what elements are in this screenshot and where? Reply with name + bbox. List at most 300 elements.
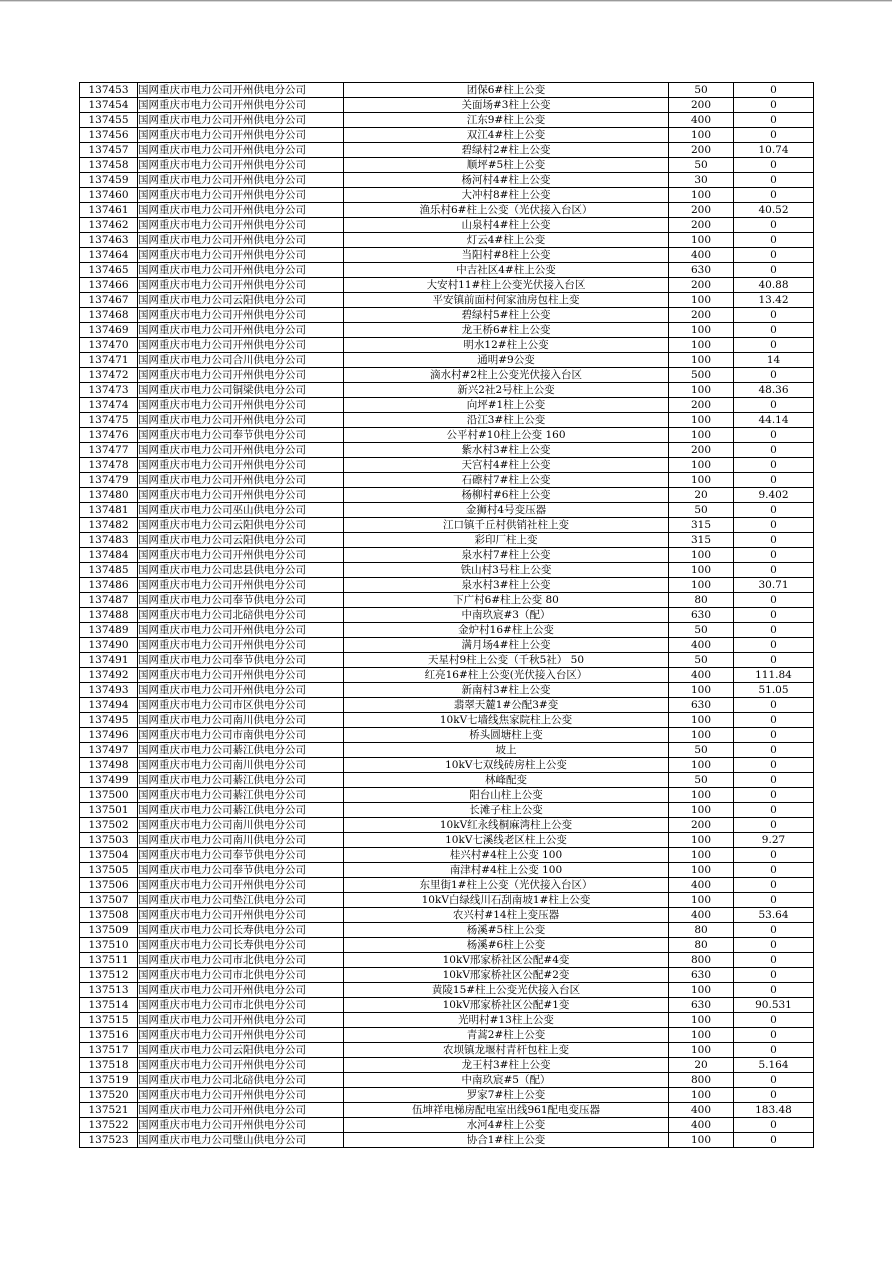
- name-cell: 明水12#柱上公变: [344, 338, 669, 353]
- table-row: [80, 353, 814, 368]
- value-cell: 0: [734, 113, 814, 128]
- id-cell: 137457: [80, 143, 138, 158]
- table-row: [80, 938, 814, 953]
- table-row: [80, 83, 814, 98]
- table-row: [80, 878, 814, 893]
- value-cell: 0: [734, 563, 814, 578]
- id-cell: 137458: [80, 158, 138, 173]
- id-cell: 137512: [80, 968, 138, 983]
- org-cell: 国网重庆市电力公司市区供电分公司: [138, 698, 344, 713]
- id-cell: 137490: [80, 638, 138, 653]
- name-cell: 桥头圆塘柱上变: [344, 728, 669, 743]
- capacity-cell: 100: [669, 863, 734, 878]
- name-cell: 南津村#4柱上公变 100: [344, 863, 669, 878]
- org-cell: 国网重庆市电力公司开州供电分公司: [138, 638, 344, 653]
- org-cell: 国网重庆市电力公司开州供电分公司: [138, 668, 344, 683]
- value-cell: 0: [734, 788, 814, 803]
- org-cell: 国网重庆市电力公司开州供电分公司: [138, 233, 344, 248]
- id-cell: 137456: [80, 128, 138, 143]
- capacity-cell: 630: [669, 968, 734, 983]
- table-row: [80, 503, 814, 518]
- org-cell: 国网重庆市电力公司开州供电分公司: [138, 203, 344, 218]
- table-row: [80, 548, 814, 563]
- org-cell: 国网重庆市电力公司綦江供电分公司: [138, 743, 344, 758]
- table-row: [80, 773, 814, 788]
- id-cell: 137479: [80, 473, 138, 488]
- table-row: [80, 173, 814, 188]
- org-cell: 国网重庆市电力公司南川供电分公司: [138, 833, 344, 848]
- value-cell: 0: [734, 1133, 814, 1148]
- id-cell: 137460: [80, 188, 138, 203]
- value-cell: 0: [734, 608, 814, 623]
- table-row: [80, 308, 814, 323]
- id-cell: 137489: [80, 623, 138, 638]
- capacity-cell: 630: [669, 998, 734, 1013]
- org-cell: 国网重庆市电力公司綦江供电分公司: [138, 788, 344, 803]
- table-row: [80, 518, 814, 533]
- org-cell: 国网重庆市电力公司市北供电分公司: [138, 998, 344, 1013]
- value-cell: 5.164: [734, 1058, 814, 1073]
- name-cell: 灯云4#柱上公变: [344, 233, 669, 248]
- table-row: [80, 1103, 814, 1118]
- id-cell: 137462: [80, 218, 138, 233]
- org-cell: 国网重庆市电力公司云阳供电分公司: [138, 533, 344, 548]
- capacity-cell: 500: [669, 368, 734, 383]
- id-cell: 137481: [80, 503, 138, 518]
- name-cell: 青蒿2#柱上公变: [344, 1028, 669, 1043]
- id-cell: 137466: [80, 278, 138, 293]
- table-row: [80, 833, 814, 848]
- table-row: [80, 983, 814, 998]
- name-cell: 碧绿村5#柱上公变: [344, 308, 669, 323]
- id-cell: 137507: [80, 893, 138, 908]
- table-row: [80, 1133, 814, 1148]
- id-cell: 137511: [80, 953, 138, 968]
- capacity-cell: 400: [669, 668, 734, 683]
- table-row: [80, 323, 814, 338]
- id-cell: 137515: [80, 1013, 138, 1028]
- org-cell: 国网重庆市电力公司巫山供电分公司: [138, 503, 344, 518]
- id-cell: 137476: [80, 428, 138, 443]
- value-cell: 30.71: [734, 578, 814, 593]
- name-cell: 杨柳村#6柱上公变: [344, 488, 669, 503]
- capacity-cell: 100: [669, 803, 734, 818]
- org-cell: 国网重庆市电力公司奉节供电分公司: [138, 428, 344, 443]
- value-cell: 0: [734, 773, 814, 788]
- org-cell: 国网重庆市电力公司奉节供电分公司: [138, 593, 344, 608]
- value-cell: 0: [734, 443, 814, 458]
- id-cell: 137509: [80, 923, 138, 938]
- capacity-cell: 200: [669, 308, 734, 323]
- name-cell: 黄陵15#柱上公变光伏接入台区: [344, 983, 669, 998]
- capacity-cell: 400: [669, 1103, 734, 1118]
- name-cell: 金炉村16#柱上公变: [344, 623, 669, 638]
- org-cell: 国网重庆市电力公司云阳供电分公司: [138, 1043, 344, 1058]
- table-row: [80, 863, 814, 878]
- name-cell: 中南玖宸#5（配）: [344, 1073, 669, 1088]
- capacity-cell: 100: [669, 578, 734, 593]
- table-row: [80, 98, 814, 113]
- capacity-cell: 100: [669, 428, 734, 443]
- value-cell: 0: [734, 368, 814, 383]
- name-cell: 10kV七溪线老区柱上公变: [344, 833, 669, 848]
- table-row: [80, 143, 814, 158]
- value-cell: 0: [734, 923, 814, 938]
- id-cell: 137463: [80, 233, 138, 248]
- capacity-cell: 100: [669, 1133, 734, 1148]
- table-row: [80, 908, 814, 923]
- table-row: [80, 1013, 814, 1028]
- capacity-cell: 80: [669, 938, 734, 953]
- table-row: [80, 998, 814, 1013]
- capacity-cell: 50: [669, 743, 734, 758]
- org-cell: 国网重庆市电力公司开州供电分公司: [138, 218, 344, 233]
- value-cell: 0: [734, 458, 814, 473]
- name-cell: 翡翠天麓1#公配3#变: [344, 698, 669, 713]
- capacity-cell: 400: [669, 908, 734, 923]
- value-cell: 0: [734, 98, 814, 113]
- capacity-cell: 100: [669, 893, 734, 908]
- org-cell: 国网重庆市电力公司开州供电分公司: [138, 908, 344, 923]
- capacity-cell: 100: [669, 383, 734, 398]
- name-cell: 金狮村4号变压器: [344, 503, 669, 518]
- page-top-rule-shadow: [0, 1, 892, 2]
- table-row: [80, 623, 814, 638]
- capacity-cell: 630: [669, 263, 734, 278]
- name-cell: 10kV邢家桥社区公配#1变: [344, 998, 669, 1013]
- table-row: [80, 848, 814, 863]
- org-cell: 国网重庆市电力公司开州供电分公司: [138, 248, 344, 263]
- capacity-cell: 400: [669, 113, 734, 128]
- id-cell: 137500: [80, 788, 138, 803]
- org-cell: 国网重庆市电力公司开州供电分公司: [138, 623, 344, 638]
- id-cell: 137521: [80, 1103, 138, 1118]
- table-row: [80, 593, 814, 608]
- org-cell: 国网重庆市电力公司开州供电分公司: [138, 578, 344, 593]
- org-cell: 国网重庆市电力公司开州供电分公司: [138, 548, 344, 563]
- table-row: [80, 383, 814, 398]
- name-cell: 林峰配变: [344, 773, 669, 788]
- id-cell: 137504: [80, 848, 138, 863]
- capacity-cell: 100: [669, 413, 734, 428]
- capacity-cell: 315: [669, 533, 734, 548]
- value-cell: 0: [734, 968, 814, 983]
- org-cell: 国网重庆市电力公司开州供电分公司: [138, 1058, 344, 1073]
- table-row: [80, 188, 814, 203]
- id-cell: 137470: [80, 338, 138, 353]
- org-cell: 国网重庆市电力公司开州供电分公司: [138, 158, 344, 173]
- capacity-cell: 50: [669, 158, 734, 173]
- value-cell: 0: [734, 848, 814, 863]
- capacity-cell: 100: [669, 983, 734, 998]
- name-cell: 杨溪#6柱上公变: [344, 938, 669, 953]
- value-cell: 0: [734, 338, 814, 353]
- capacity-cell: 100: [669, 563, 734, 578]
- capacity-cell: 315: [669, 518, 734, 533]
- id-cell: 137475: [80, 413, 138, 428]
- value-cell: 0: [734, 1013, 814, 1028]
- table-body: [80, 83, 814, 1148]
- value-cell: 0: [734, 698, 814, 713]
- value-cell: 183.48: [734, 1103, 814, 1118]
- name-cell: 10kV七墙线焦家院柱上公变: [344, 713, 669, 728]
- table-row: [80, 728, 814, 743]
- org-cell: 国网重庆市电力公司市北供电分公司: [138, 953, 344, 968]
- value-cell: 0: [734, 248, 814, 263]
- table-row: [80, 893, 814, 908]
- id-cell: 137469: [80, 323, 138, 338]
- id-cell: 137459: [80, 173, 138, 188]
- name-cell: 江口镇千丘村供销社柱上变: [344, 518, 669, 533]
- capacity-cell: 30: [669, 173, 734, 188]
- capacity-cell: 400: [669, 1118, 734, 1133]
- table-row: [80, 488, 814, 503]
- capacity-cell: 20: [669, 488, 734, 503]
- id-cell: 137501: [80, 803, 138, 818]
- name-cell: 长滩子柱上公变: [344, 803, 669, 818]
- capacity-cell: 100: [669, 788, 734, 803]
- capacity-cell: 100: [669, 233, 734, 248]
- org-cell: 国网重庆市电力公司开州供电分公司: [138, 488, 344, 503]
- capacity-cell: 100: [669, 323, 734, 338]
- id-cell: 137455: [80, 113, 138, 128]
- id-cell: 137497: [80, 743, 138, 758]
- id-cell: 137474: [80, 398, 138, 413]
- org-cell: 国网重庆市电力公司开州供电分公司: [138, 473, 344, 488]
- org-cell: 国网重庆市电力公司市北供电分公司: [138, 968, 344, 983]
- name-cell: 江东9#柱上公变: [344, 113, 669, 128]
- value-cell: 0: [734, 218, 814, 233]
- value-cell: 0: [734, 638, 814, 653]
- org-cell: 国网重庆市电力公司铜梁供电分公司: [138, 383, 344, 398]
- table-row: [80, 218, 814, 233]
- value-cell: 0: [734, 818, 814, 833]
- table-row: [80, 578, 814, 593]
- capacity-cell: 100: [669, 1013, 734, 1028]
- org-cell: 国网重庆市电力公司开州供电分公司: [138, 263, 344, 278]
- name-cell: 10kV红永线桐麻湾柱上公变: [344, 818, 669, 833]
- table-row: [80, 1118, 814, 1133]
- org-cell: 国网重庆市电力公司云阳供电分公司: [138, 293, 344, 308]
- org-cell: 国网重庆市电力公司北碚供电分公司: [138, 608, 344, 623]
- id-cell: 137473: [80, 383, 138, 398]
- org-cell: 国网重庆市电力公司奉节供电分公司: [138, 653, 344, 668]
- id-cell: 137510: [80, 938, 138, 953]
- value-cell: 40.52: [734, 203, 814, 218]
- name-cell: 伍坤祥电梯房配电室出线961配电变压器: [344, 1103, 669, 1118]
- table-row: [80, 278, 814, 293]
- capacity-cell: 50: [669, 503, 734, 518]
- value-cell: 9.27: [734, 833, 814, 848]
- id-cell: 137484: [80, 548, 138, 563]
- org-cell: 国网重庆市电力公司开州供电分公司: [138, 1088, 344, 1103]
- transformer-table: [79, 82, 814, 1148]
- capacity-cell: 100: [669, 728, 734, 743]
- capacity-cell: 80: [669, 593, 734, 608]
- name-cell: 顺坪#5柱上公变: [344, 158, 669, 173]
- name-cell: 下广村6#柱上公变 80: [344, 593, 669, 608]
- table-row: [80, 413, 814, 428]
- org-cell: 国网重庆市电力公司綦江供电分公司: [138, 803, 344, 818]
- table-row: [80, 1073, 814, 1088]
- org-cell: 国网重庆市电力公司开州供电分公司: [138, 188, 344, 203]
- id-cell: 137461: [80, 203, 138, 218]
- org-cell: 国网重庆市电力公司南川供电分公司: [138, 758, 344, 773]
- id-cell: 137522: [80, 1118, 138, 1133]
- value-cell: 0: [734, 728, 814, 743]
- name-cell: 沿江3#柱上公变: [344, 413, 669, 428]
- name-cell: 团保6#柱上公变: [344, 83, 669, 98]
- name-cell: 新南村3#柱上公变: [344, 683, 669, 698]
- capacity-cell: 200: [669, 818, 734, 833]
- value-cell: 0: [734, 188, 814, 203]
- name-cell: 中南玖宸#3（配）: [344, 608, 669, 623]
- name-cell: 泉水村3#柱上公变: [344, 578, 669, 593]
- value-cell: 0: [734, 1088, 814, 1103]
- org-cell: 国网重庆市电力公司合川供电分公司: [138, 353, 344, 368]
- org-cell: 国网重庆市电力公司开州供电分公司: [138, 323, 344, 338]
- table-row: [80, 533, 814, 548]
- org-cell: 国网重庆市电力公司开州供电分公司: [138, 983, 344, 998]
- org-cell: 国网重庆市电力公司开州供电分公司: [138, 1103, 344, 1118]
- id-cell: 137477: [80, 443, 138, 458]
- value-cell: 0: [734, 233, 814, 248]
- table-row: [80, 668, 814, 683]
- value-cell: 0: [734, 83, 814, 98]
- org-cell: 国网重庆市电力公司北碚供电分公司: [138, 1073, 344, 1088]
- capacity-cell: 200: [669, 443, 734, 458]
- name-cell: 阳台山柱上公变: [344, 788, 669, 803]
- value-cell: 0: [734, 158, 814, 173]
- name-cell: 协合1#柱上公变: [344, 1133, 669, 1148]
- capacity-cell: 400: [669, 248, 734, 263]
- table-row: [80, 248, 814, 263]
- id-cell: 137495: [80, 713, 138, 728]
- table-row: [80, 233, 814, 248]
- org-cell: 国网重庆市电力公司长寿供电分公司: [138, 923, 344, 938]
- table-row: [80, 818, 814, 833]
- value-cell: 40.88: [734, 278, 814, 293]
- org-cell: 国网重庆市电力公司长寿供电分公司: [138, 938, 344, 953]
- table-row: [80, 968, 814, 983]
- value-cell: 0: [734, 323, 814, 338]
- org-cell: 国网重庆市电力公司开州供电分公司: [138, 1118, 344, 1133]
- org-cell: 国网重庆市电力公司开州供电分公司: [138, 683, 344, 698]
- capacity-cell: 200: [669, 218, 734, 233]
- org-cell: 国网重庆市电力公司南川供电分公司: [138, 818, 344, 833]
- name-cell: 铁山村3号柱上公变: [344, 563, 669, 578]
- name-cell: 新兴2社2号柱上公变: [344, 383, 669, 398]
- org-cell: 国网重庆市电力公司开州供电分公司: [138, 338, 344, 353]
- id-cell: 137480: [80, 488, 138, 503]
- org-cell: 国网重庆市电力公司开州供电分公司: [138, 368, 344, 383]
- id-cell: 137499: [80, 773, 138, 788]
- id-cell: 137517: [80, 1043, 138, 1058]
- capacity-cell: 80: [669, 923, 734, 938]
- value-cell: 51.05: [734, 683, 814, 698]
- value-cell: 0: [734, 653, 814, 668]
- id-cell: 137454: [80, 98, 138, 113]
- capacity-cell: 200: [669, 98, 734, 113]
- value-cell: 0: [734, 533, 814, 548]
- capacity-cell: 100: [669, 353, 734, 368]
- id-cell: 137520: [80, 1088, 138, 1103]
- name-cell: 东里街1#柱上公变（光伏接入台区）: [344, 878, 669, 893]
- org-cell: 国网重庆市电力公司开州供电分公司: [138, 113, 344, 128]
- name-cell: 滴水村#2柱上公变光伏接入台区: [344, 368, 669, 383]
- name-cell: 紫水村3#柱上公变: [344, 443, 669, 458]
- name-cell: 光明村#13柱上公变: [344, 1013, 669, 1028]
- table-row: [80, 158, 814, 173]
- table-row: [80, 1028, 814, 1043]
- value-cell: 0: [734, 1028, 814, 1043]
- name-cell: 双江4#柱上公变: [344, 128, 669, 143]
- capacity-cell: 100: [669, 683, 734, 698]
- name-cell: 大安村11#柱上公变光伏接入台区: [344, 278, 669, 293]
- capacity-cell: 100: [669, 188, 734, 203]
- value-cell: 0: [734, 473, 814, 488]
- value-cell: 0: [734, 503, 814, 518]
- value-cell: 0: [734, 173, 814, 188]
- capacity-cell: 100: [669, 548, 734, 563]
- capacity-cell: 100: [669, 1043, 734, 1058]
- name-cell: 渔乐村6#柱上公变（光伏接入台区）: [344, 203, 669, 218]
- table-row: [80, 698, 814, 713]
- name-cell: 通明#9公变: [344, 353, 669, 368]
- value-cell: 0: [734, 623, 814, 638]
- id-cell: 137468: [80, 308, 138, 323]
- org-cell: 国网重庆市电力公司开州供电分公司: [138, 278, 344, 293]
- org-cell: 国网重庆市电力公司开州供电分公司: [138, 143, 344, 158]
- org-cell: 国网重庆市电力公司垫江供电分公司: [138, 893, 344, 908]
- name-cell: 坡上: [344, 743, 669, 758]
- table-row: [80, 203, 814, 218]
- name-cell: 当阳村#8柱上公变: [344, 248, 669, 263]
- table-row: [80, 113, 814, 128]
- table-row: [80, 758, 814, 773]
- capacity-cell: 100: [669, 1028, 734, 1043]
- org-cell: 国网重庆市电力公司开州供电分公司: [138, 128, 344, 143]
- name-cell: 天星村9柱上公变（千秋5社） 50: [344, 653, 669, 668]
- id-cell: 137518: [80, 1058, 138, 1073]
- org-cell: 国网重庆市电力公司开州供电分公司: [138, 98, 344, 113]
- value-cell: 0: [734, 428, 814, 443]
- capacity-cell: 50: [669, 773, 734, 788]
- id-cell: 137498: [80, 758, 138, 773]
- value-cell: 44.14: [734, 413, 814, 428]
- value-cell: 0: [734, 308, 814, 323]
- org-cell: 国网重庆市电力公司云阳供电分公司: [138, 518, 344, 533]
- table-row: [80, 953, 814, 968]
- capacity-cell: 800: [669, 1073, 734, 1088]
- value-cell: 48.36: [734, 383, 814, 398]
- name-cell: 10kV七双线砖房柱上公变: [344, 758, 669, 773]
- id-cell: 137482: [80, 518, 138, 533]
- table-row: [80, 788, 814, 803]
- org-cell: 国网重庆市电力公司开州供电分公司: [138, 83, 344, 98]
- value-cell: 53.64: [734, 908, 814, 923]
- table-row: [80, 923, 814, 938]
- org-cell: 国网重庆市电力公司璧山供电分公司: [138, 1133, 344, 1148]
- org-cell: 国网重庆市电力公司开州供电分公司: [138, 1028, 344, 1043]
- name-cell: 10kV邢家桥社区公配#2变: [344, 968, 669, 983]
- capacity-cell: 400: [669, 638, 734, 653]
- id-cell: 137478: [80, 458, 138, 473]
- value-cell: 0: [734, 128, 814, 143]
- capacity-cell: 100: [669, 1088, 734, 1103]
- id-cell: 137485: [80, 563, 138, 578]
- name-cell: 向坪#1柱上公变: [344, 398, 669, 413]
